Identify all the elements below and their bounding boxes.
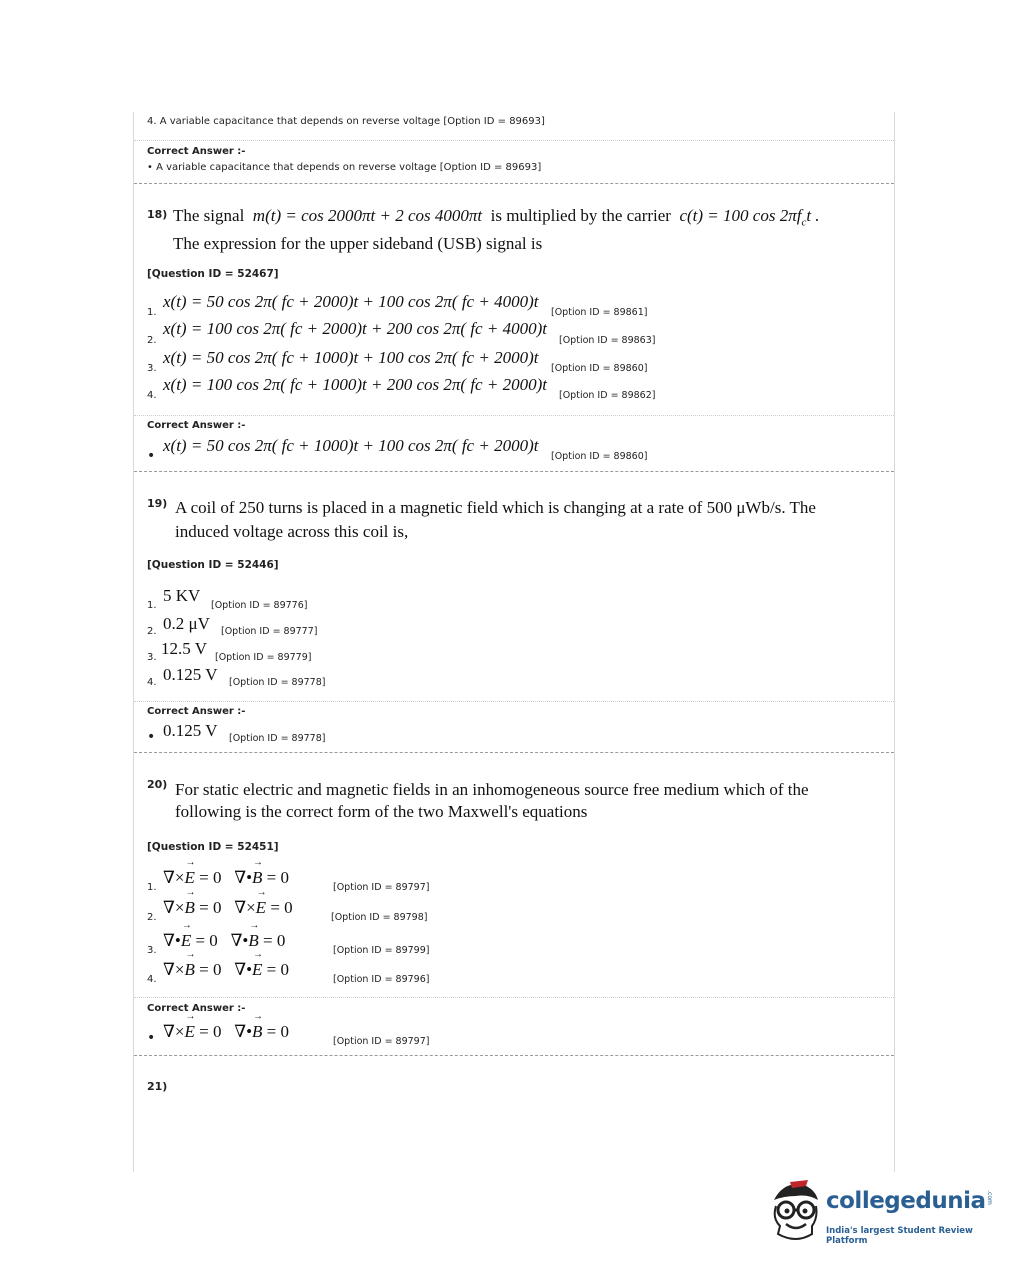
option-id: [Option ID = 89776] — [211, 600, 308, 611]
option-expression: ∇•→ E = 0 ∇•→ B = 0 — [163, 931, 285, 951]
correct-answer-label: Correct Answer :- — [147, 1003, 246, 1014]
question-text-line2: following is the correct form of the two Maxwell's equations — [175, 802, 588, 821]
option-id: [Option ID = 89778] — [229, 733, 326, 744]
brand-tagline: India's largest Student Review Platform — [826, 1226, 973, 1246]
question-text: The signal m(t) = cos 2000πt + 2 cos 4000πt is multiplied by the carrier c(t) = 100 $\cos 2\pi f_ct$ . — [173, 206, 820, 229]
option-expression: 5 KV — [163, 586, 201, 605]
option-id: [Option ID = 89796] — [333, 974, 430, 985]
question-text: For static electric and magnetic fields in an inhomogeneous source free medium which of the — [175, 780, 809, 799]
option-number: 3. — [147, 652, 157, 663]
option-id: [Option ID = 89797] — [333, 1036, 430, 1047]
option-expression: ∇×→ B = 0 ∇×→ E = 0 — [163, 898, 293, 918]
question-text-line2: The expression for the upper sideband (USB) signal is — [173, 234, 543, 253]
option-number: 1. — [147, 882, 157, 893]
option-number: 1. — [147, 600, 157, 611]
collegedunia-logo — [768, 1178, 998, 1248]
question-id: [Question ID = 52451] — [147, 841, 279, 853]
question-text-line2: induced voltage across this coil is, — [175, 522, 409, 541]
option-expression: 0.2 μV — [163, 614, 210, 633]
option-number: 4. — [147, 677, 157, 688]
answer-bullet: • — [147, 1030, 156, 1046]
question-number: 19) — [147, 497, 168, 510]
option-expression: ∇×→ B = 0 ∇•→ E = 0 — [163, 960, 289, 980]
question-id: [Question ID = 52467] — [147, 268, 279, 280]
question-number: 18) — [147, 208, 168, 221]
option-number: 3. — [147, 363, 157, 374]
mascot-icon — [768, 1178, 824, 1244]
option-id: [Option ID = 89777] — [221, 626, 318, 637]
option-id: [Option ID = 89797] — [333, 882, 430, 893]
prev-correct-answer: • A variable capacitance that depends on reverse voltage [Option ID = 89693] — [147, 162, 542, 173]
answer-bullet: • — [147, 448, 156, 464]
answer-bullet: • — [147, 729, 156, 745]
option-id: [Option ID = 89779] — [215, 652, 312, 663]
question-sheet — [133, 112, 895, 1172]
question-text: A coil of 250 turns is placed in a magnetic field which is changing at a rate of 500 μWb/s. The — [175, 498, 816, 517]
question-number: 21) — [147, 1080, 168, 1093]
option-id: [Option ID = 89799] — [333, 945, 430, 956]
option-id: [Option ID = 89861] — [551, 307, 648, 318]
option-id: [Option ID = 89862] — [559, 390, 656, 401]
option-number: 2. — [147, 335, 157, 346]
option-expression: x(t) = 100 cos 2π( fc + 2000)t + 200 cos 2π( fc + 4000)t — [163, 319, 547, 338]
correct-answer-label: Correct Answer :- — [147, 706, 246, 717]
option-id: [Option ID = 89860] — [551, 451, 648, 462]
question-number: 20) — [147, 778, 168, 791]
correct-answer-expression: x(t) = 50 cos 2π( fc + 1000)t + 100 cos 2π( fc + 2000)t — [163, 436, 539, 455]
option-expression: 0.125 V — [163, 665, 218, 684]
option-expression: x(t) = 100 cos 2π( fc + 1000)t + 200 cos 2π( fc + 2000)t — [163, 375, 547, 394]
correct-answer-expression: ∇×→ E = 0 ∇•→ B = 0 — [163, 1022, 289, 1042]
option-id: [Option ID = 89863] — [559, 335, 656, 346]
option-id: [Option ID = 89798] — [331, 912, 428, 923]
prev-option-4: 4. A variable capacitance that depends on reverse voltage [Option ID = 89693] — [147, 116, 545, 127]
option-number: 2. — [147, 912, 157, 923]
option-number: 1. — [147, 307, 157, 318]
option-expression: 12.5 V — [161, 639, 207, 658]
option-number: 2. — [147, 626, 157, 637]
option-id: [Option ID = 89778] — [229, 677, 326, 688]
brand-name: collegedunia — [826, 1188, 986, 1214]
question-id: [Question ID = 52446] — [147, 559, 279, 571]
option-expression: x(t) = 50 cos 2π( fc + 1000)t + 100 cos 2π( fc + 2000)t — [163, 348, 539, 367]
correct-answer-expression: 0.125 V — [163, 721, 218, 740]
option-expression: x(t) = 50 cos 2π( fc + 2000)t + 100 cos 2π( fc + 4000)t — [163, 292, 539, 311]
option-number: 4. — [147, 974, 157, 985]
option-id: [Option ID = 89860] — [551, 363, 648, 374]
option-number: 3. — [147, 945, 157, 956]
option-expression: ∇×→ E = 0 ∇•→ B = 0 — [163, 868, 289, 888]
correct-answer-label: Correct Answer :- — [147, 146, 246, 157]
brand-suffix: .com — [985, 1190, 993, 1205]
correct-answer-label: Correct Answer :- — [147, 420, 246, 431]
option-number: 4. — [147, 390, 157, 401]
